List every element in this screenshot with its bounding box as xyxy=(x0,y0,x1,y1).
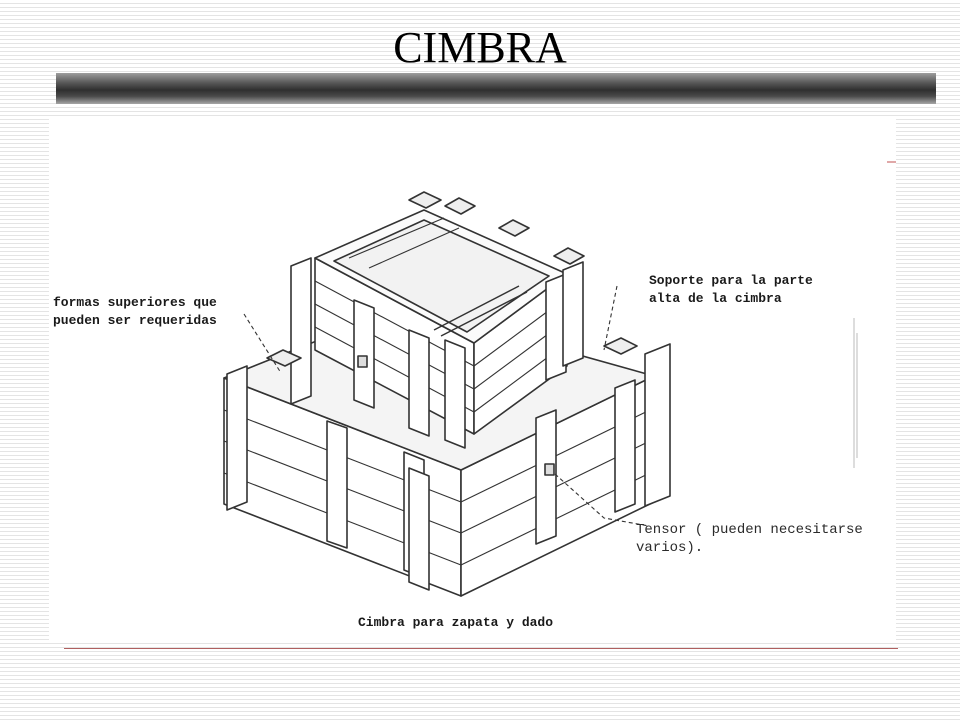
slide-title: CIMBRA xyxy=(393,23,567,72)
label-support: Soporte para la parte alta de la cimbra xyxy=(649,273,813,306)
label-tensor: Tensor ( pueden necesitarse varios). xyxy=(636,522,863,556)
bottom-rule xyxy=(64,648,898,649)
tensor-plate-upper xyxy=(358,356,367,367)
scan-marks xyxy=(854,162,896,468)
formwork-figure xyxy=(49,118,896,640)
title-bar xyxy=(56,73,936,104)
label-upper-forms: formas superiores que pueden ser requeridas xyxy=(53,295,217,328)
formwork-drawing xyxy=(49,118,896,640)
figure-caption: Cimbra para zapata y dado xyxy=(358,615,554,630)
tensor-plate-lower xyxy=(545,464,554,475)
